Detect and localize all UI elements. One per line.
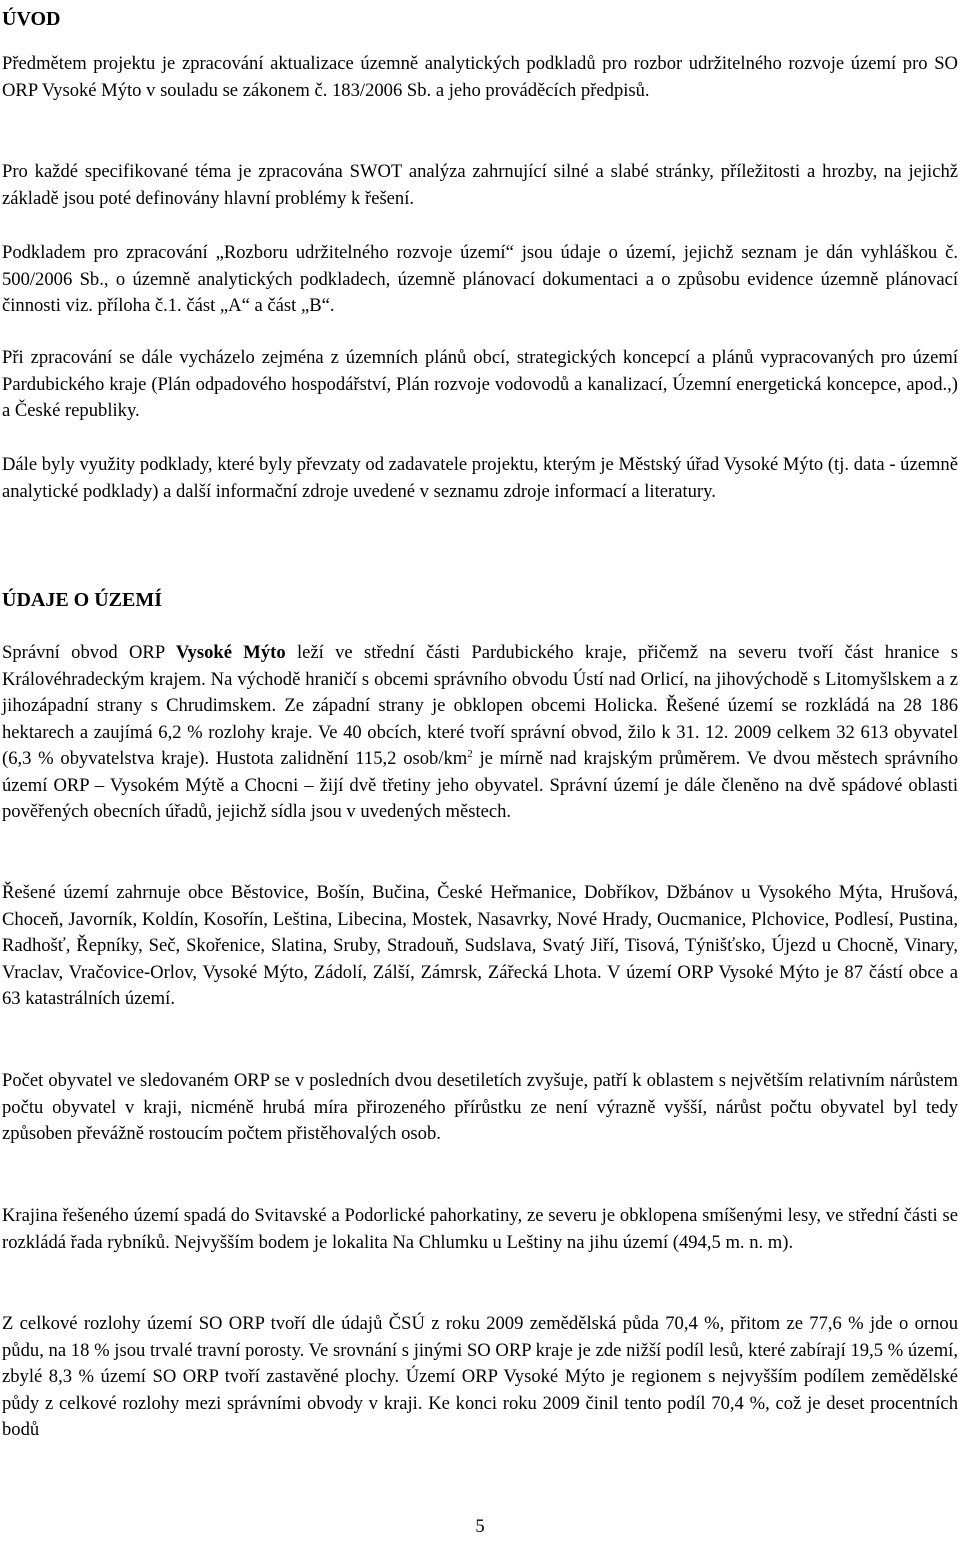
text-run: Správní obvod ORP	[2, 642, 176, 663]
paragraph-intro-2: Pro každé specifikované téma je zpracována SWOT analýza zahrnující silné a slabé stránky, příležitosti a hrozby, na jejichž základě jsou poté definovány hlavní problémy k řešení.	[2, 161, 958, 209]
paragraph-intro-1: Předmětem projektu je zpracování aktualizace územně analytických podkladů pro rozbor udržitelného rozvoje území pro SO ORP Vysoké Mýto v souladu se zákonem č. 183/2006 Sb. a jeho prováděcích předpisů.	[2, 53, 958, 101]
section-heading-uvod: ÚVOD	[2, 8, 61, 30]
paragraph-territory-2: Řešené území zahrnuje obce Běstovice, Bošín, Bučina, České Heřmanice, Dobříkov, Džbánov u Vysokého Mýta, Hrušová, Choceň, Javorník, Koldín, Kosořín, Leština, Libecina, Mostek, Nasavrky, Nové Hrady, Oucmanice, Plchovice, Podlesí, Pustina, Radhošť, Řepníky, Seč, Skořenice, Slatina, Sruby, Stradouň, Sudslava, Svatý Jiří, Tisová, Týnišťsko, Újezd u Chocně, Vinary, Vraclav, Vračovice-Orlov, Vysoké Mýto, Zádolí, Zálší, Zámrsk, Zářecká Lhota. V území ORP Vysoké Mýto je 87 částí obce a 63 katastrálních území.	[2, 882, 958, 1009]
bold-place-name: Vysoké Mýto	[175, 642, 286, 663]
paragraph-territory-3: Počet obyvatel ve sledovaném ORP se v posledních dvou desetiletích zvyšuje, patří k oblastem s největším relativním nárůstem počtu obyvatel v kraji, nicméně hrubá míra přirozeného přírůstku ze není výrazně vyšší, nárůst počtu obyvatel byl tedy způsoben převážně rostoucím počtem přistěhovalých osob.	[2, 1070, 958, 1144]
paragraph-territory-4: Krajina řešeného území spadá do Svitavské a Podorlické pahorkatiny, ze severu je obklopena smíšenými lesy, ve střední části se rozkládá řada rybníků. Nejvyšším bodem je lokalita Na Chlumku u Leštiny na jihu území (494,5 m. n. m).	[2, 1205, 958, 1253]
paragraph-intro-4: Při zpracování se dále vycházelo zejména z územních plánů obcí, strategických koncepcí a plánů vypracovaných pro území Pardubického kraje (Plán odpadového hospodářství, Plán rozvoje vodovodů a kanalizací, Územní energetická koncepce, apod.,) a České republiky.	[2, 347, 958, 421]
superscript: 2	[467, 747, 473, 760]
paragraph-territory-1	[2, 640, 958, 826]
text-run: leží ve střední části Pardubického kraje, přičemž na severu tvoří část hranice s Královéhradeckým krajem. Na východě hraničí s obcemi správního obvodu Ústí nad Orlicí, na jihovýchodě s Litomyšlskem a z jihozápadní strany s Chrudimskem. Ze západní strany je obklopen obcemi Holicka. Řešené území se rozkládá na 28 186 hektarech a zaujímá 6,2 % rozlohy kraje. Ve 40 obcích, které tvoří správní obvod, žilo k 31. 12. 2009 celkem 32 613 obyvatel (6,3 % obyvatelstva kraje). Hustota zalidnění 115,2 osob/km	[2, 642, 958, 769]
paragraph-intro-3: Podkladem pro zpracování „Rozboru udržitelného rozvoje území“ jsou údaje o území, jejichž seznam je dán vyhláškou č. 500/2006 Sb., o územně analytických podkladech, územně plánovací dokumentaci a o způsobu evidence územně plánovací činnosti viz. příloha č.1. část „A“ a část „B“.	[2, 242, 958, 316]
page-number: 5	[475, 1516, 485, 1537]
paragraph-territory-5: Z celkové rozlohy území SO ORP tvoří dle údajů ČSÚ z roku 2009 zemědělská půda 70,4 %, přitom ze 77,6 % jde o ornou půdu, na 18 % jsou trvalé travní porosty. Ve srovnání s jinými SO ORP kraje je zde nižší podíl lesů, které zabírají 19,5 % území, zbylé 8,3 % území SO ORP tvoří zastavěné plochy. Území ORP Vysoké Mýto je regionem s nejvyšším podílem zemědělské půdy z celkové rozlohy mezi správními obvody v kraji. Ke konci roku 2009 činil tento podíl 70,4 %, což je deset procentních bodů	[2, 1313, 958, 1440]
text-run: je mírně nad krajským průměrem. Ve dvou městech správního území ORP – Vysokém Mýtě a Chocni – žijí dvě třetiny jeho obyvatel. Správní území je dále členěno na dvě spádové oblasti pověřených obecních úřadů, jejichž sídla jsou v uvedených městech.	[2, 748, 958, 822]
section-heading-udaje-o-uzemi: ÚDAJE O ÚZEMÍ	[2, 589, 163, 611]
paragraph-intro-5: Dále byly využity podklady, které byly převzaty od zadavatele projektu, kterým je Městský úřad Vysoké Mýto (tj. data - územně analytické podklady) a další informační zdroje uvedené v seznamu zdroje informací a literatury.	[2, 454, 958, 502]
